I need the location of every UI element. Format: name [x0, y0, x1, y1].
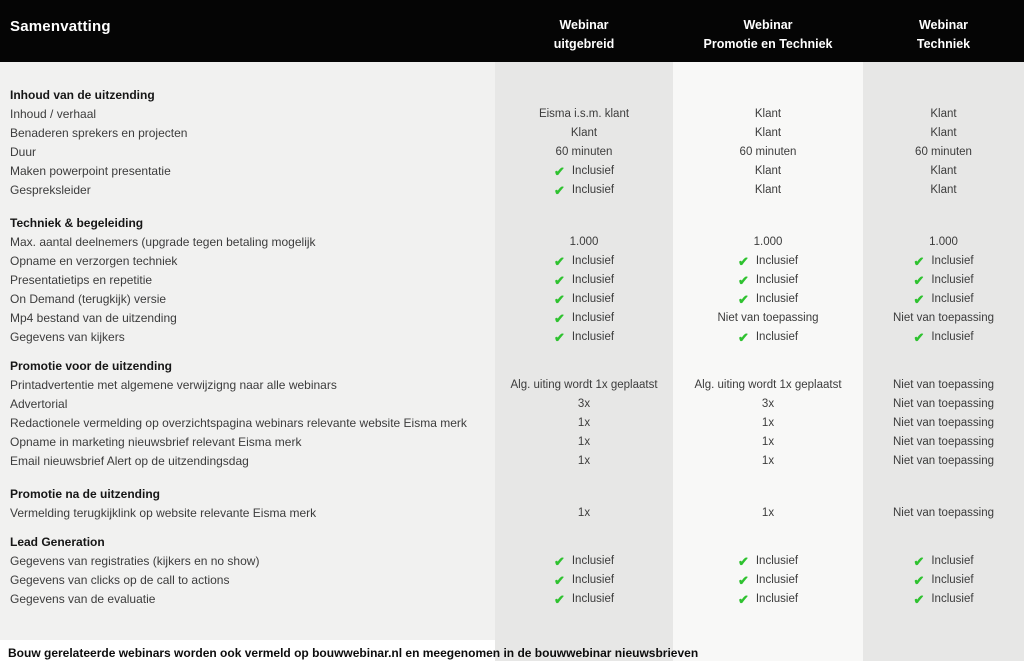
cell-value: [673, 233, 863, 252]
cell-value: [673, 290, 863, 309]
cell-value: [495, 233, 673, 252]
cell-value: [495, 571, 673, 590]
row-label: Redactionele vermelding op overzichtspagina webinars relevante website Eisma merk: [10, 416, 467, 430]
table-row: [0, 452, 1024, 471]
table-row: [0, 504, 1024, 523]
cell-value: [495, 414, 673, 433]
cell-value: [495, 105, 673, 124]
cell-text: Klant: [754, 184, 782, 196]
cell-text: 1x: [761, 455, 775, 467]
cell-text: 60 minuten: [739, 146, 797, 158]
cell-value: [863, 162, 1024, 181]
cell-text: 1x: [761, 436, 775, 448]
cell-value: [863, 290, 1024, 309]
row-label: Max. aantal deelnemers (upgrade tegen betaling mogelijk: [10, 235, 316, 249]
cell-text: Inclusief: [571, 274, 615, 286]
row-label: Gegevens van de evaluatie: [10, 592, 156, 606]
cell-value: [495, 309, 673, 328]
cell-value: [863, 233, 1024, 252]
section-title: Promotie voor de uitzending: [10, 359, 173, 373]
table-section: [0, 533, 1024, 609]
cell-text: Inclusief: [571, 593, 615, 605]
cell-value: [495, 181, 673, 200]
sections: [0, 86, 1024, 609]
cell-value: [673, 452, 863, 471]
column-header-line1: Webinar: [559, 18, 609, 32]
cell-text: Alg. uiting wordt 1x geplaatst: [510, 379, 658, 391]
row-label: Gegevens van clicks op de call to actions: [10, 573, 230, 587]
cell-value: [673, 309, 863, 328]
check-icon: ✔: [737, 554, 749, 569]
cell-text: Inclusief: [755, 593, 799, 605]
cell-value: [673, 590, 863, 609]
cell-value: [673, 571, 863, 590]
cell-text: Inclusief: [755, 574, 799, 586]
cell-text: Klant: [930, 165, 957, 177]
cell-text: Inclusief: [571, 574, 615, 586]
cell-text: 60 minuten: [555, 146, 613, 158]
cell-text: Klant: [754, 127, 782, 139]
cell-value: [673, 162, 863, 181]
row-label: Mp4 bestand van de uitzending: [10, 311, 177, 325]
check-icon: ✔: [737, 254, 749, 269]
section-title: Promotie na de uitzending: [10, 487, 161, 501]
cell-text: Inclusief: [931, 593, 974, 605]
page-title: Samenvatting: [10, 18, 111, 35]
check-icon: ✔: [553, 254, 565, 269]
column-header-line2: uitgebreid: [553, 37, 615, 51]
cell-value: [495, 328, 673, 347]
cell-value: [673, 395, 863, 414]
cell-text: Inclusief: [931, 574, 974, 586]
table-section: [0, 485, 1024, 523]
column-header-line1: Webinar: [743, 18, 793, 32]
check-icon: ✔: [737, 573, 749, 588]
check-icon: ✔: [913, 330, 925, 345]
cell-text: Klant: [930, 108, 957, 120]
cell-value: [495, 395, 673, 414]
check-icon: ✔: [553, 164, 565, 179]
cell-text: 1x: [761, 417, 775, 429]
check-icon: ✔: [737, 273, 749, 288]
cell-text: Inclusief: [755, 255, 799, 267]
cell-value: [863, 590, 1024, 609]
check-icon: ✔: [553, 292, 565, 307]
cell-text: Niet van toepassing: [892, 398, 994, 410]
cell-value: [495, 590, 673, 609]
cell-text: 1x: [577, 507, 591, 519]
cell-text: 1.000: [929, 236, 958, 248]
table-row: [0, 433, 1024, 452]
cell-value: [495, 252, 673, 271]
section-title: Techniek & begeleiding: [10, 216, 144, 230]
cell-value: [673, 271, 863, 290]
column-header-line2: Techniek: [916, 37, 971, 51]
row-label: Printadvertentie met algemene verwijzigng naar alle webinars: [10, 378, 337, 392]
cell-value: [495, 433, 673, 452]
cell-text: Inclusief: [755, 331, 799, 343]
row-label: Duur: [10, 145, 37, 159]
cell-text: Inclusief: [931, 255, 974, 267]
cell-text: Inclusief: [571, 165, 615, 177]
cell-text: Inclusief: [571, 293, 615, 305]
row-label: Benaderen sprekers en projecten: [10, 126, 188, 140]
cell-value: [673, 124, 863, 143]
cell-value: [495, 143, 673, 162]
table-section: [0, 86, 1024, 200]
table-row: [0, 309, 1024, 328]
cell-text: 1x: [761, 507, 775, 519]
row-label: Opname en verzorgen techniek: [10, 254, 178, 268]
cell-text: 1x: [577, 417, 591, 429]
row-label: Vermelding terugkijklink op website relevante Eisma merk: [10, 506, 317, 520]
cell-text: Niet van toepassing: [892, 455, 994, 467]
cell-value: [495, 271, 673, 290]
cell-value: [863, 124, 1024, 143]
table-row: [0, 376, 1024, 395]
column-header-promotie-en-techniek: [673, 16, 863, 54]
cell-text: Niet van toepassing: [892, 312, 994, 324]
cell-text: Inclusief: [755, 555, 799, 567]
cell-text: Niet van toepassing: [892, 507, 994, 519]
cell-text: Klant: [754, 165, 782, 177]
table-row: [0, 571, 1024, 590]
cell-text: Niet van toepassing: [892, 379, 994, 391]
cell-text: Alg. uiting wordt 1x geplaatst: [694, 379, 842, 391]
check-icon: ✔: [913, 254, 925, 269]
cell-value: [673, 433, 863, 452]
table-row: [0, 105, 1024, 124]
cell-text: 1x: [577, 455, 591, 467]
column-header-line2: Promotie en Techniek: [703, 37, 833, 51]
cell-text: Inclusief: [931, 555, 974, 567]
cell-text: Inclusief: [931, 293, 974, 305]
cell-value: [863, 271, 1024, 290]
table-row: [0, 328, 1024, 347]
cell-text: Eisma i.s.m. klant: [538, 108, 630, 120]
cell-text: Inclusief: [571, 331, 615, 343]
table-row: [0, 233, 1024, 252]
check-icon: ✔: [553, 554, 565, 569]
row-label: Maken powerpoint presentatie: [10, 164, 171, 178]
table-row: [0, 590, 1024, 609]
row-label: Gespreksleider: [10, 183, 91, 197]
cell-value: [495, 452, 673, 471]
cell-text: Niet van toepassing: [892, 417, 994, 429]
cell-value: [673, 181, 863, 200]
cell-text: Inclusief: [571, 184, 615, 196]
cell-value: [863, 143, 1024, 162]
cell-text: Inclusief: [931, 331, 974, 343]
table-row: [0, 552, 1024, 571]
check-icon: ✔: [737, 592, 749, 607]
cell-value: [495, 124, 673, 143]
cell-text: Inclusief: [571, 255, 615, 267]
table-row: [0, 162, 1024, 181]
cell-text: Inclusief: [755, 274, 799, 286]
footer-note: Bouw gerelateerde webinars worden ook vermeld op bouwwebinar.nl en meegenomen in de bouwwebinar nieuwsbrieven: [8, 646, 699, 660]
column-header-line1: Webinar: [918, 18, 969, 32]
section-title: Lead Generation: [10, 535, 105, 549]
cell-value: [495, 504, 673, 523]
cell-value: [863, 376, 1024, 395]
cell-text: 3x: [577, 398, 591, 410]
cell-value: [495, 552, 673, 571]
cell-text: 60 minuten: [915, 146, 972, 158]
table-row: [0, 414, 1024, 433]
cell-value: [863, 395, 1024, 414]
check-icon: ✔: [913, 292, 925, 307]
cell-value: [495, 376, 673, 395]
check-icon: ✔: [553, 183, 565, 198]
table-row: [0, 271, 1024, 290]
check-icon: ✔: [553, 330, 565, 345]
row-label: Gegevens van registraties (kijkers en no show): [10, 554, 260, 568]
check-icon: ✔: [553, 273, 565, 288]
check-icon: ✔: [553, 573, 565, 588]
cell-text: Inclusief: [571, 312, 615, 324]
cell-value: [673, 143, 863, 162]
cell-text: Klant: [570, 127, 598, 139]
table-row: [0, 252, 1024, 271]
row-label: Advertorial: [10, 397, 68, 411]
table-section: [0, 214, 1024, 347]
cell-value: [863, 328, 1024, 347]
cell-value: [863, 181, 1024, 200]
cell-text: Inclusief: [571, 555, 615, 567]
check-icon: ✔: [913, 273, 925, 288]
table-row: [0, 290, 1024, 309]
check-icon: ✔: [737, 330, 749, 345]
cell-value: [673, 376, 863, 395]
cell-value: [495, 162, 673, 181]
cell-text: Klant: [754, 108, 782, 120]
cell-text: Inclusief: [755, 293, 799, 305]
cell-value: [673, 328, 863, 347]
row-label: On Demand (terugkijk) versie: [10, 292, 167, 306]
cell-text: Niet van toepassing: [717, 312, 819, 324]
cell-text: 1.000: [753, 236, 783, 248]
cell-text: Klant: [930, 127, 957, 139]
column-header-techniek: [863, 16, 1024, 54]
check-icon: ✔: [913, 592, 925, 607]
cell-value: [863, 552, 1024, 571]
row-label: Inhoud / verhaal: [10, 107, 97, 121]
check-icon: ✔: [913, 573, 925, 588]
cell-value: [863, 414, 1024, 433]
check-icon: ✔: [913, 554, 925, 569]
table-row: [0, 124, 1024, 143]
column-header-uitgebreid: [495, 16, 673, 54]
row-label: Email nieuwsbrief Alert op de uitzendingsdag: [10, 454, 249, 468]
cell-text: Inclusief: [931, 274, 974, 286]
cell-text: 1x: [577, 436, 591, 448]
table-row: [0, 181, 1024, 200]
cell-value: [863, 309, 1024, 328]
comparison-table: [0, 62, 1024, 609]
cell-value: [673, 552, 863, 571]
cell-text: Niet van toepassing: [892, 436, 994, 448]
table-section: [0, 357, 1024, 471]
cell-value: [863, 452, 1024, 471]
check-icon: ✔: [737, 292, 749, 307]
cell-value: [863, 433, 1024, 452]
row-label: Opname in marketing nieuwsbrief relevant Eisma merk: [10, 435, 302, 449]
table-row: [0, 395, 1024, 414]
cell-value: [673, 105, 863, 124]
table-row: [0, 143, 1024, 162]
cell-value: [863, 571, 1024, 590]
cell-value: [495, 290, 673, 309]
section-title: Inhoud van de uitzending: [10, 88, 155, 102]
cell-value: [863, 504, 1024, 523]
cell-text: 1.000: [569, 236, 599, 248]
cell-value: [863, 105, 1024, 124]
row-label: Gegevens van kijkers: [10, 330, 125, 344]
check-icon: ✔: [553, 592, 565, 607]
cell-value: [673, 504, 863, 523]
row-label: Presentatietips en repetitie: [10, 273, 153, 287]
cell-value: [673, 252, 863, 271]
cell-text: 3x: [761, 398, 775, 410]
cell-value: [863, 252, 1024, 271]
check-icon: ✔: [553, 311, 565, 326]
cell-value: [673, 414, 863, 433]
cell-text: Klant: [930, 184, 957, 196]
